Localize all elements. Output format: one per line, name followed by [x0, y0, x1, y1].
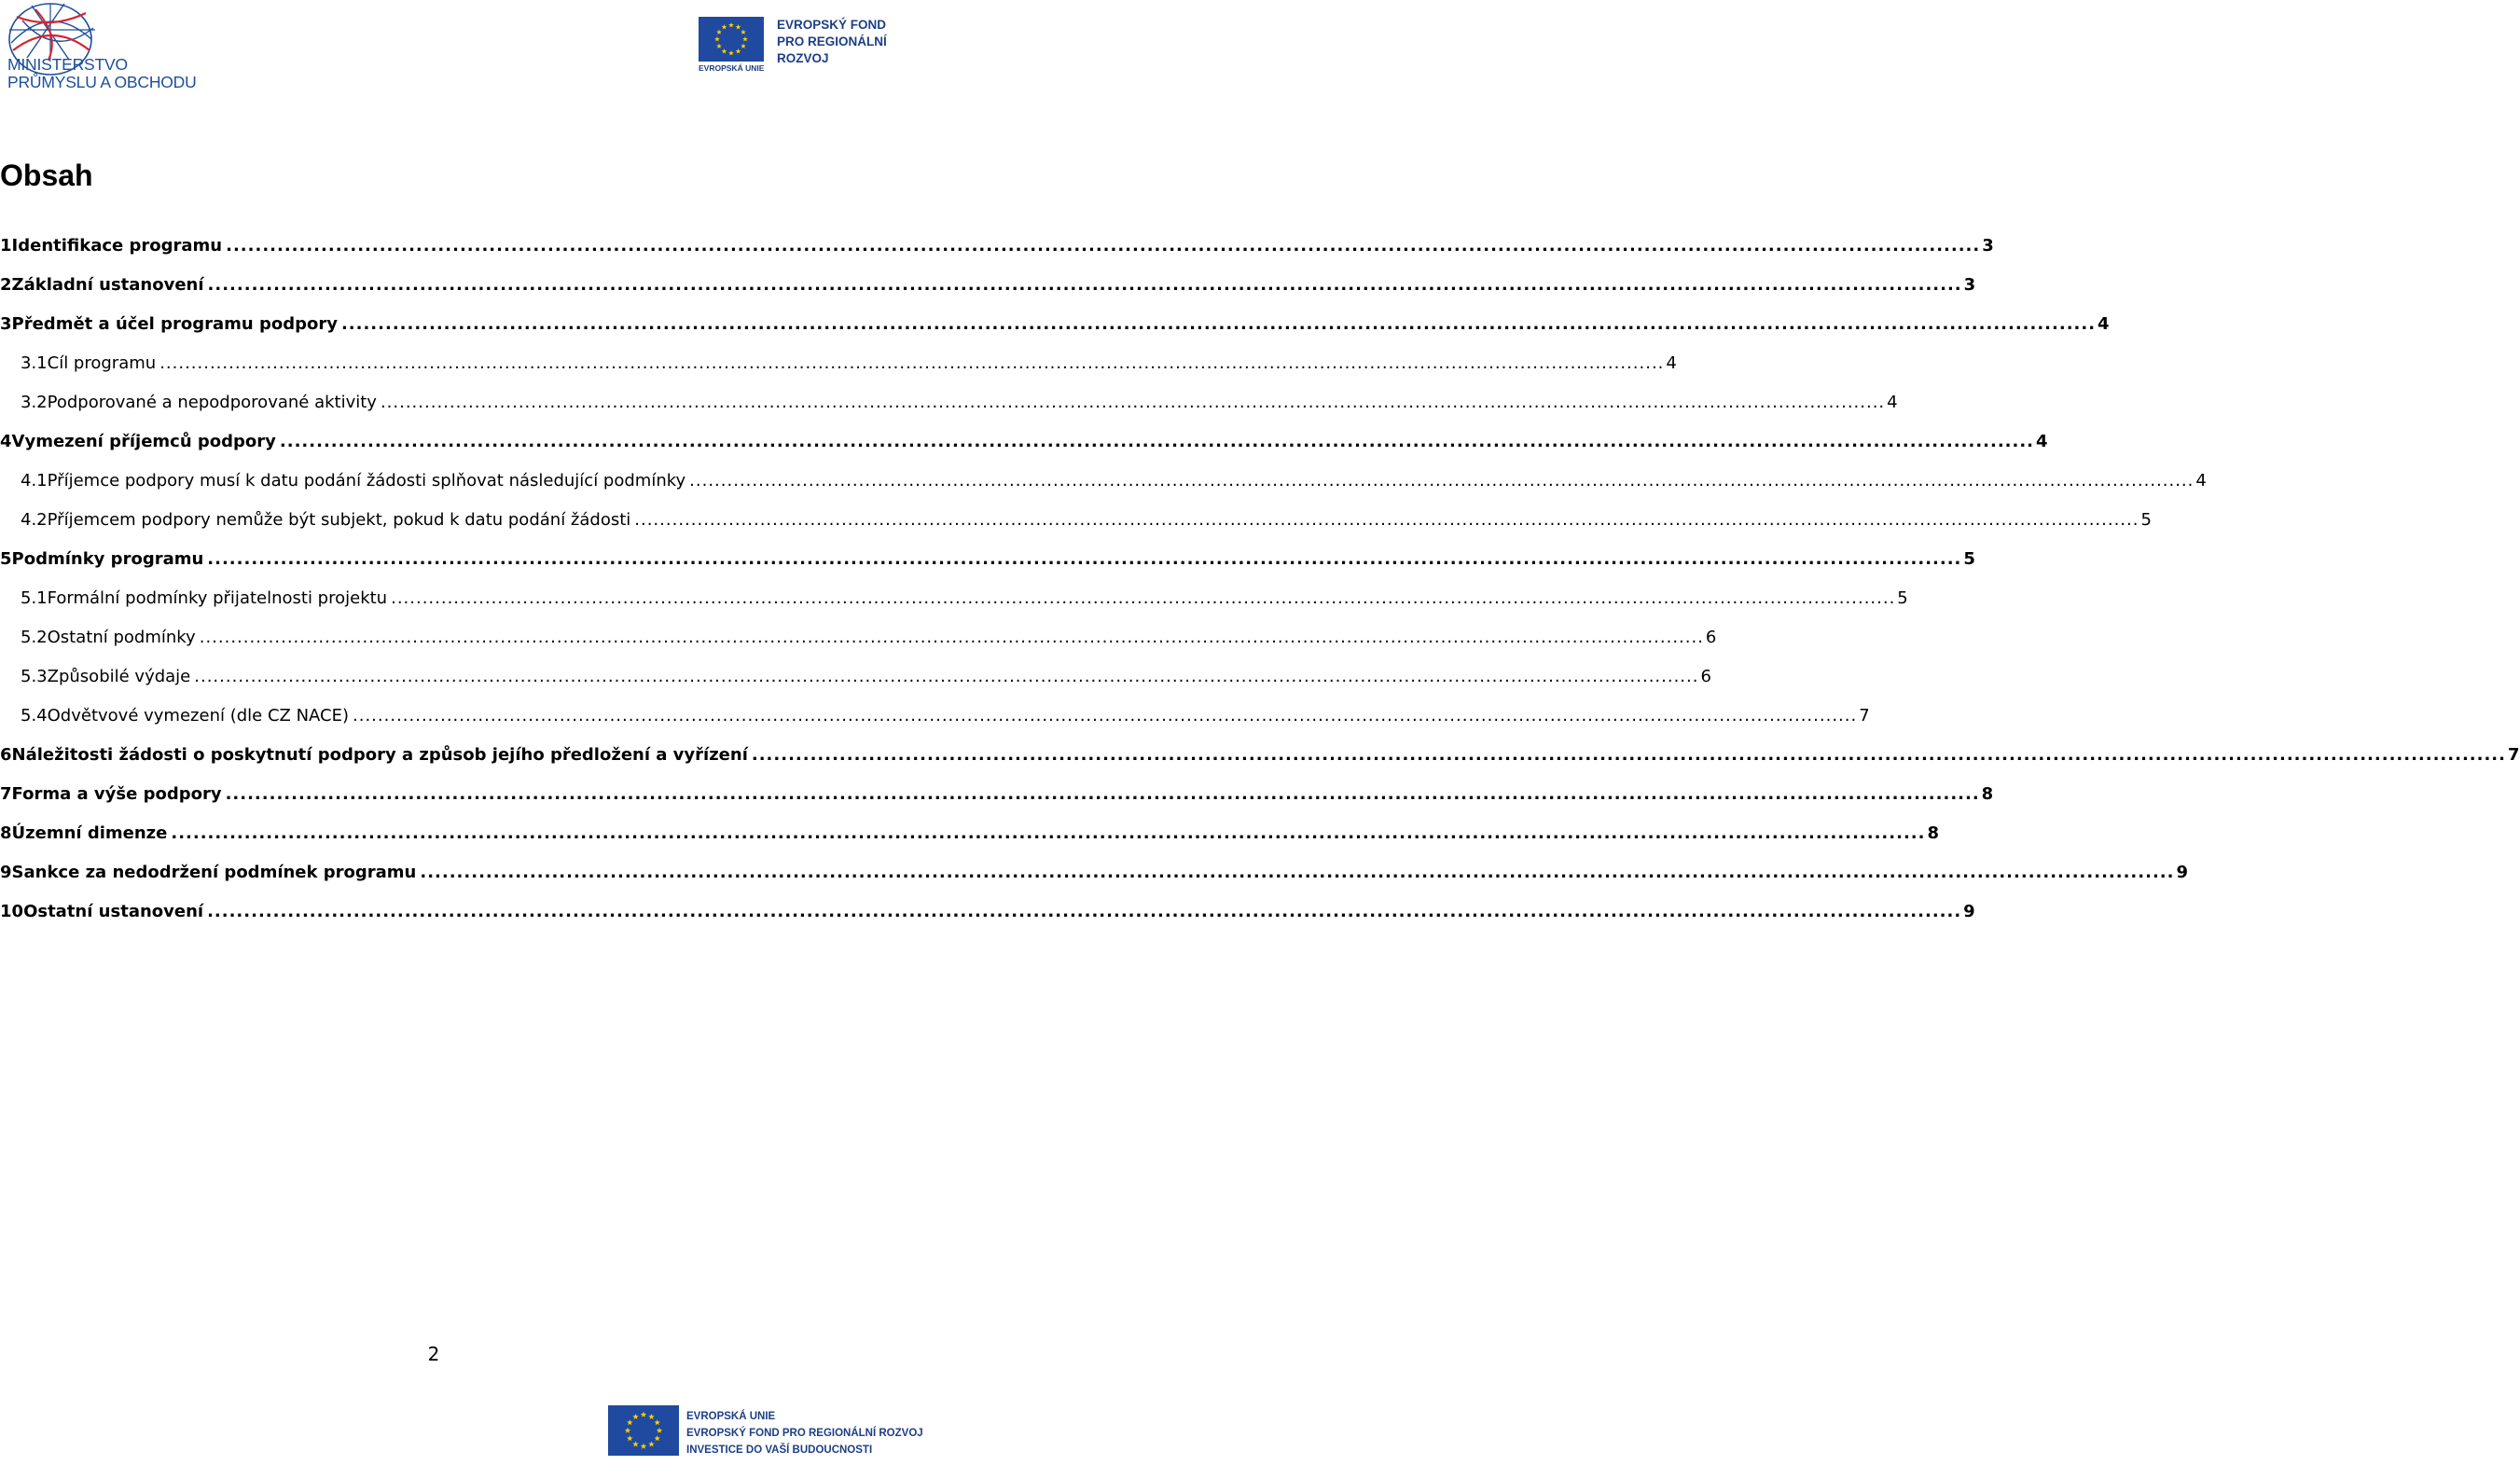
toc-entry[interactable] [0, 236, 1994, 275]
eu-star [736, 24, 741, 29]
toc-entry[interactable] [0, 706, 1870, 745]
toc-entry-number: 3 [0, 314, 12, 334]
toc-entry-title: Příjemcem podpory nemůže být subjekt, pokud k datu podání žádosti [47, 510, 631, 530]
toc-entry-page: 8 [1981, 784, 1994, 804]
eu-star [632, 1414, 638, 1419]
toc-entry[interactable] [0, 588, 1908, 628]
toc-entry-title: Příjemce podpory musí k datu podání žádosti splňovat následující podmínky [47, 471, 686, 491]
eu-star [654, 1435, 659, 1441]
toc-dot-leader [200, 628, 1704, 647]
toc-entry[interactable] [0, 510, 2152, 549]
toc-entry-page: 4 [1887, 393, 1898, 412]
eu-fund-logo [699, 17, 890, 75]
toc-entry-title: Ostatní podmínky [47, 628, 196, 647]
toc-entry-page: 4 [2098, 314, 2110, 334]
toc-entry-number: 5.2 [21, 628, 48, 647]
toc-entry[interactable] [0, 628, 1717, 667]
toc-entry-title: Územní dimenze [11, 823, 168, 843]
toc-entry-page: 8 [1927, 823, 1939, 843]
eu-fund-name: EVROPSKÝ FOND PRO REGIONÁLNÍ ROZVOJ [777, 18, 887, 65]
toc-entry-number: 4.2 [21, 510, 48, 530]
toc-entry-page: 9 [1963, 902, 1975, 921]
eu-star [736, 48, 741, 53]
eu-footer-text: EVROPSKÁ UNIE EVROPSKÝ FOND PRO REGIONÁLNÍ ROZVOJ INVESTICE DO VAŠÍ BUDOUCNOSTI [686, 1411, 923, 1456]
toc-dot-leader [381, 393, 1885, 412]
eu-flag-icon [699, 17, 764, 62]
toc-dot-leader [420, 863, 2174, 882]
toc-entry-page: 4 [2036, 432, 2048, 451]
toc-dot-leader [226, 236, 1980, 256]
toc-entry-title: Předmět a účel programu podpory [11, 314, 338, 334]
toc-entry[interactable] [0, 784, 1994, 823]
toc-entry-number: 10 [0, 902, 24, 921]
toc-entry-page: 6 [1705, 628, 1717, 647]
toc-entry-title: Základní ustanovení [11, 275, 204, 295]
eu-star [627, 1435, 632, 1441]
toc-dot-leader [752, 745, 2506, 765]
toc-entry-title: Identifikace programu [11, 236, 223, 256]
toc-entry-title: Sankce za nedodržení podmínek programu [11, 863, 417, 882]
toc-dot-leader [341, 314, 2096, 334]
toc-entry[interactable] [0, 549, 1975, 588]
toc-entry-number: 5.3 [21, 667, 48, 686]
toc-entry-page: 5 [1963, 549, 1975, 569]
toc-entry-number: 6 [0, 745, 12, 765]
toc-entry-title: Ostatní ustanovení [23, 902, 204, 921]
toc-entry-title: Forma a výše podpory [11, 784, 222, 804]
toc-entry-number: 7 [0, 784, 12, 804]
toc-dot-leader [353, 706, 1857, 726]
eu-star [741, 44, 746, 48]
toc-entry-number: 5 [0, 549, 12, 569]
toc-entry[interactable] [0, 823, 1939, 863]
eu-star [657, 1428, 662, 1433]
toc-entry-page: 3 [1963, 275, 1976, 295]
toc-dot-leader [207, 902, 1961, 921]
toc-dot-leader [194, 667, 1698, 686]
toc-dot-leader [634, 510, 2139, 530]
toc-dot-leader [159, 353, 1664, 373]
eu-star [716, 44, 722, 48]
toc-dot-leader [391, 588, 1895, 608]
eu-footer-logo [608, 1405, 923, 1461]
toc-dot-leader [280, 432, 2034, 451]
toc-entry[interactable] [0, 902, 1975, 941]
toc-entry-page: 5 [2140, 510, 2152, 530]
toc-entry-number: 4.1 [21, 471, 48, 491]
toc-entry-title: Vymezení příjemců podpory [11, 432, 276, 451]
toc-entry-number: 3.2 [21, 393, 48, 412]
toc-entry-title: Odvětvové vymezení (dle CZ NACE) [47, 706, 349, 726]
ministry-globe-icon [4, 2, 102, 60]
eu-star [728, 50, 734, 55]
toc-entry-page: 4 [2195, 471, 2207, 491]
toc-entry[interactable] [0, 471, 2207, 510]
eu-flag-icon [608, 1405, 679, 1456]
toc-entry-title: Formální podmínky přijatelnosti projektu [47, 588, 388, 608]
toc-entry[interactable] [0, 353, 1677, 393]
eu-star [641, 1412, 646, 1417]
toc-entry-number: 9 [0, 863, 12, 882]
toc-entry-title: Náležitosti žádosti o poskytnutí podpory a způsob jejího předložení a vyřízení [11, 745, 748, 765]
eu-star [722, 24, 727, 29]
toc-entry-title: Způsobilé výdaje [47, 667, 191, 686]
eu-star [632, 1441, 638, 1446]
toc-entry-number: 2 [0, 275, 12, 295]
toc-entry-number: 5.1 [21, 588, 48, 608]
toc-entry[interactable] [0, 275, 1976, 314]
ministry-logo-text: MINISTERSTVO PRŮMYSLU A OBCHODU [7, 55, 197, 91]
eu-star [722, 48, 727, 53]
eu-star [714, 36, 720, 41]
ministry-logo [4, 2, 200, 95]
toc-entry[interactable] [0, 314, 2110, 353]
eu-star [716, 30, 722, 35]
eu-star [741, 30, 746, 35]
toc-entry[interactable] [0, 393, 1898, 432]
toc-dot-leader [226, 784, 1980, 804]
toc-entry[interactable] [0, 667, 1711, 706]
toc-entry-page: 5 [1897, 588, 1908, 608]
toc-entry-number: 5.4 [21, 706, 48, 726]
toc-dot-leader [171, 823, 1925, 843]
toc-entry-page: 9 [2176, 863, 2188, 882]
toc-entry-title: Podmínky programu [11, 549, 204, 569]
toc-entry-page: 4 [1666, 353, 1677, 373]
eu-star [648, 1441, 654, 1446]
toc-entry-number: 4 [0, 432, 12, 451]
toc-entry-page: 7 [1859, 706, 1870, 726]
eu-star [654, 1419, 659, 1425]
toc-entry-title: Cíl programu [47, 353, 157, 373]
toc-dot-leader [689, 471, 2194, 491]
toc-entry-page: 6 [1700, 667, 1711, 686]
toc-entry-page: 7 [2507, 745, 2520, 765]
eu-star [625, 1428, 630, 1433]
toc-entry-number: 8 [0, 823, 12, 843]
eu-star [627, 1419, 632, 1425]
toc-dot-leader [207, 549, 1961, 569]
eu-star [648, 1414, 654, 1419]
toc-entry-number: 1 [0, 236, 12, 256]
eu-star [641, 1444, 646, 1449]
toc-entry-page: 3 [1982, 236, 1994, 256]
toc-entry[interactable] [0, 863, 2188, 902]
table-of-contents [0, 236, 2520, 941]
toc-entry[interactable] [0, 432, 2048, 471]
toc-entry[interactable] [0, 745, 2520, 784]
eu-flag-caption: EVROPSKÁ UNIE [699, 63, 765, 73]
page-number: 2 [427, 1343, 440, 1365]
page-title: Obsah [0, 159, 93, 192]
toc-dot-leader [208, 275, 1962, 295]
eu-star [742, 36, 748, 41]
eu-star [728, 22, 734, 27]
toc-entry-number: 3.1 [21, 353, 48, 373]
toc-entry-title: Podporované a nepodporované aktivity [47, 393, 377, 412]
